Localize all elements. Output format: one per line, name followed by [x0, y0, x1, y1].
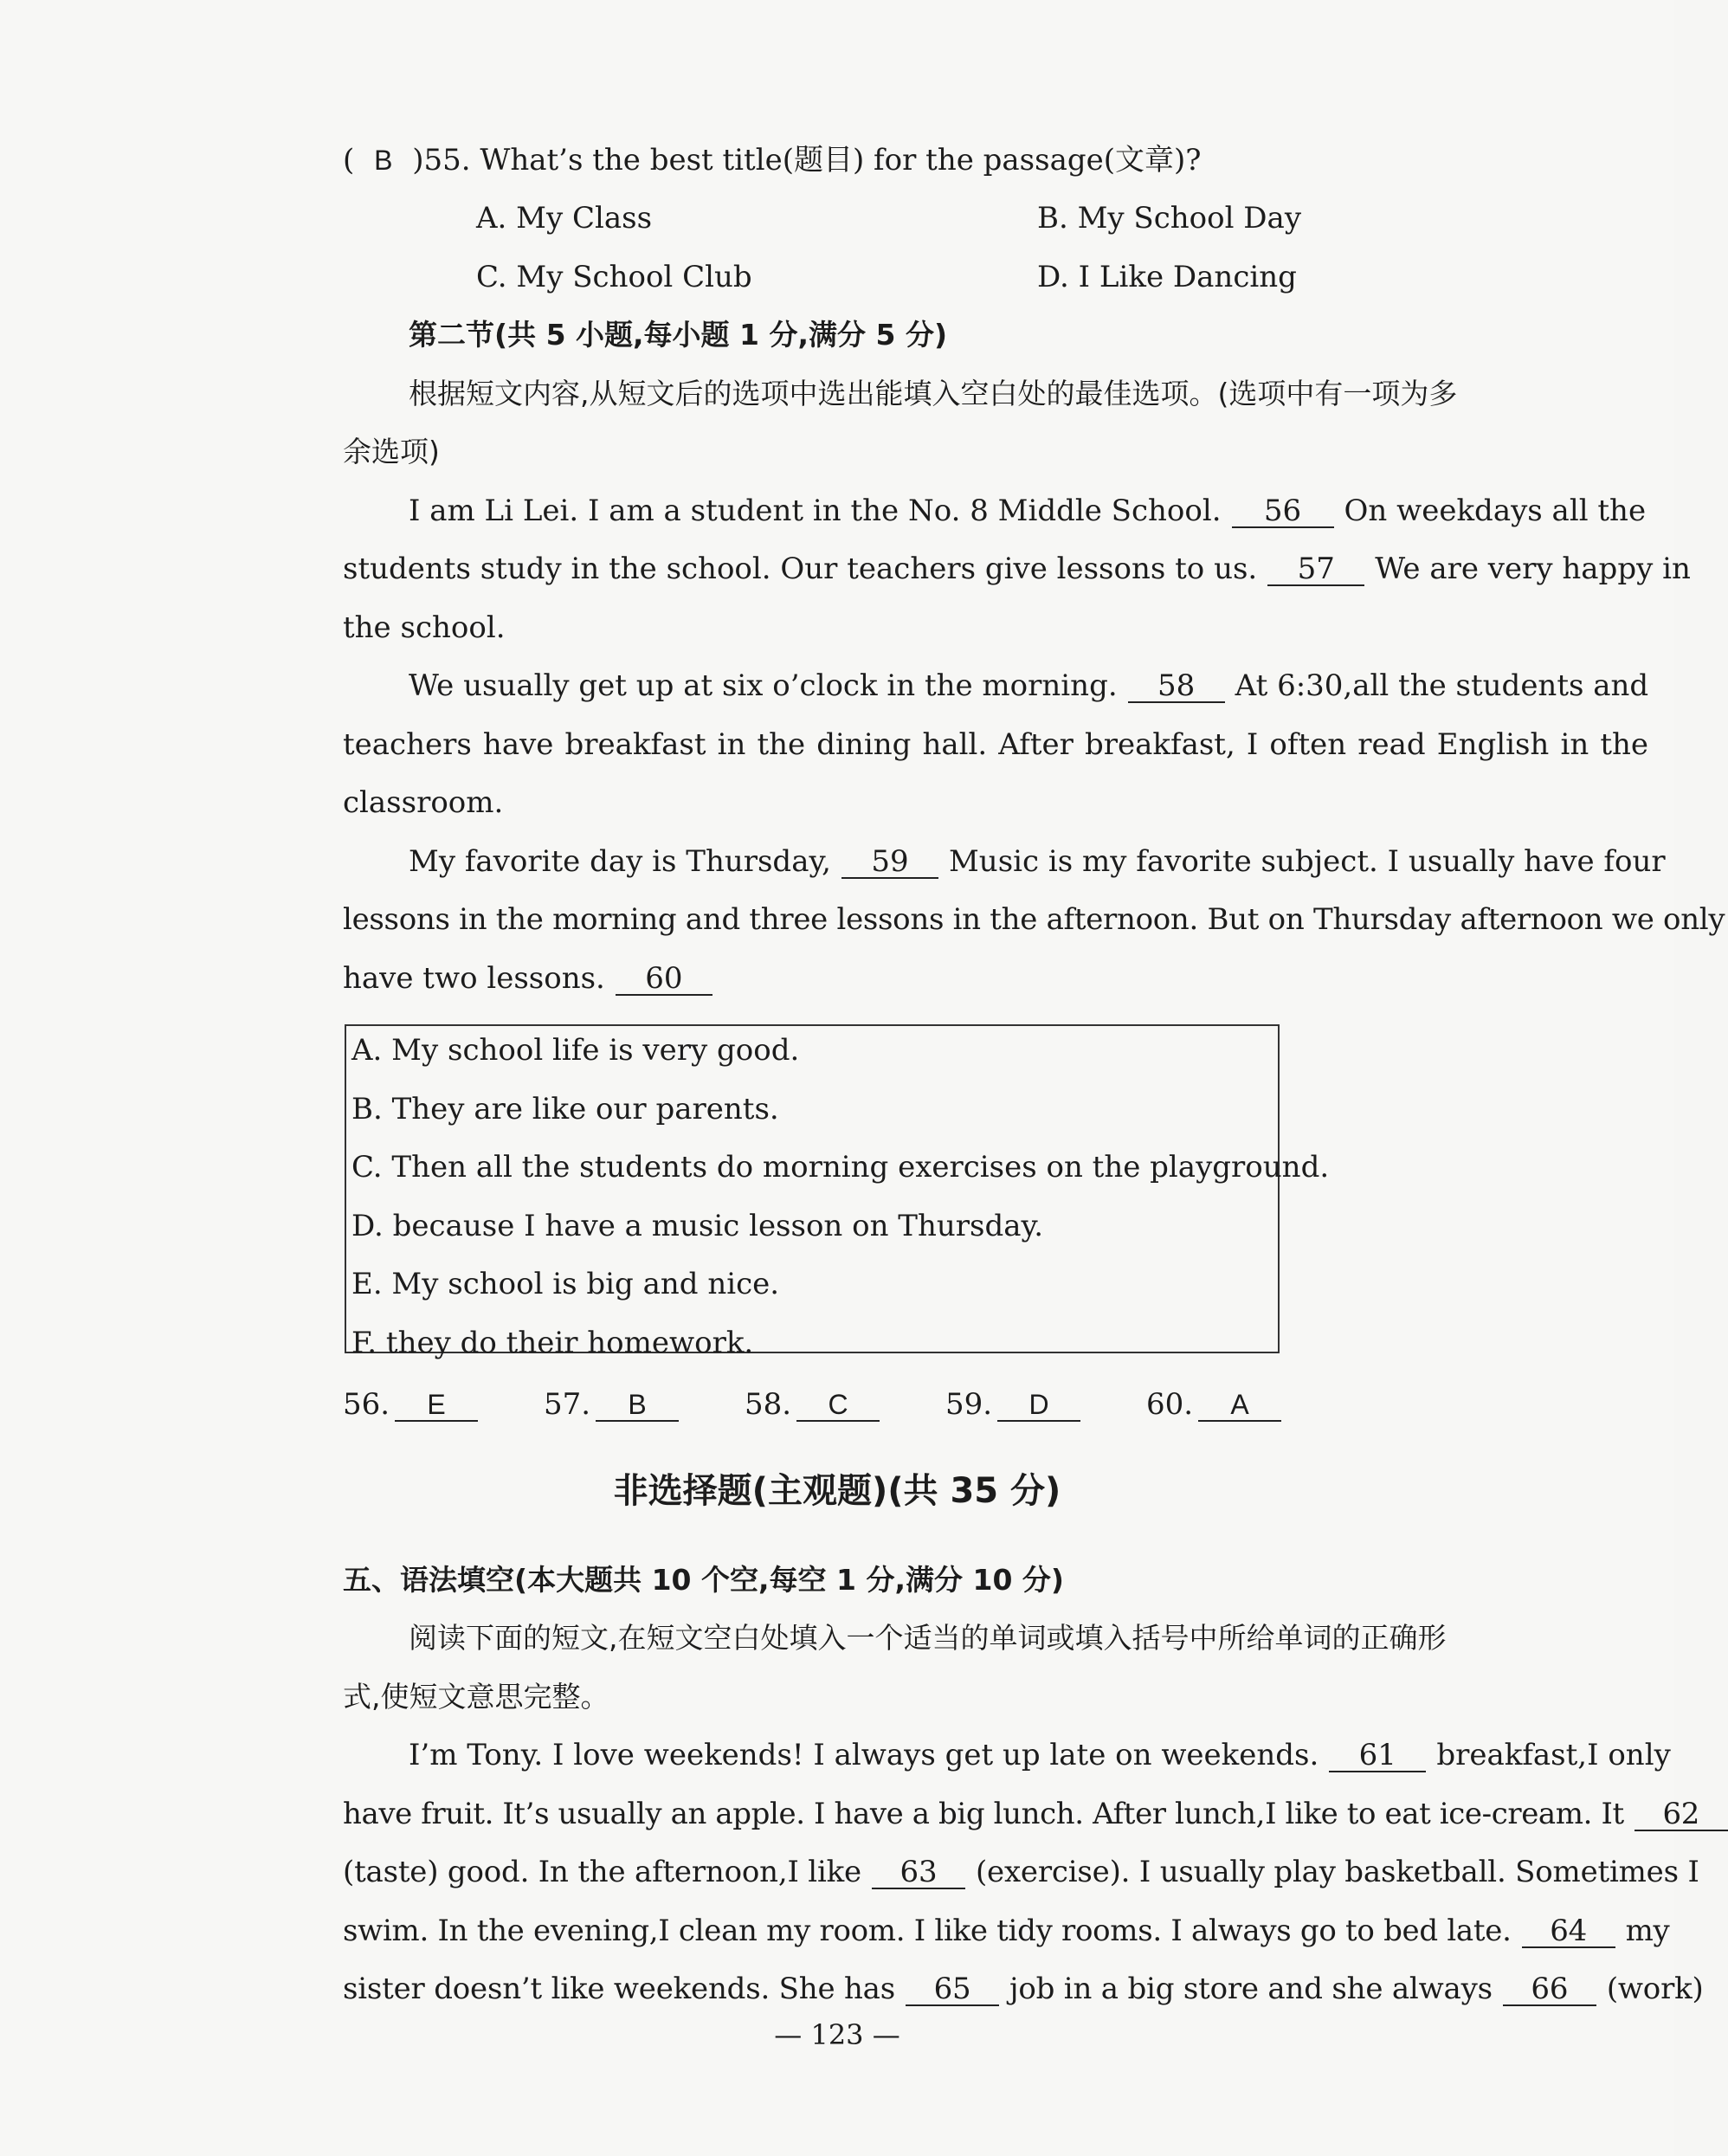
passage1-line: teachers have breakfast in the dining hall. After breakfast, I often read English in the: [343, 727, 1648, 762]
answer-57: 57. B: [544, 1387, 689, 1422]
blank-56: 56: [1232, 495, 1334, 528]
section2-instruction-cont: 余选项): [343, 435, 440, 468]
section5-instruction-cont: 式,使短文意思完整。: [343, 1680, 609, 1714]
blank-66: 66: [1503, 1973, 1596, 2006]
blank-58: 58: [1128, 670, 1225, 703]
passage1-line: My favorite day is Thursday, 59 Music is my favorite subject. I usually have four: [409, 844, 1666, 879]
answer-60: 60. A: [1146, 1387, 1292, 1422]
answer-56: 56. E: [343, 1387, 488, 1422]
option-item: B. They are like our parents.: [351, 1092, 779, 1126]
option-55-d: D. I Like Dancing: [1037, 260, 1297, 294]
part-title: 非选择题(主观题)(共 35 分): [613, 1471, 1061, 1511]
option-item: D. because I have a music lesson on Thursday.: [351, 1209, 1044, 1243]
option-55-c: C. My School Club: [476, 260, 752, 294]
passage2-line: (taste) good. In the afternoon,I like 63 (exercise). I usually play basketball. Sometimes I: [343, 1855, 1699, 1889]
passage1-line: students study in the school. Our teachers give lessons to us. 57 We are very happy in: [343, 552, 1691, 586]
passage1-line: lessons in the morning and three lessons in the afternoon. But on Thursday afternoon we only: [343, 902, 1725, 937]
answer-59: 59. D: [945, 1387, 1091, 1422]
option-item: E. My school is big and nice.: [351, 1267, 780, 1301]
blank-61: 61: [1329, 1740, 1426, 1772]
passage1-line: classroom.: [343, 785, 504, 820]
blank-63: 63: [872, 1856, 965, 1889]
passage1-line: have two lessons. 60: [343, 961, 1648, 996]
options-box: [345, 1024, 1330, 1360]
passage1-line: the school.: [343, 610, 506, 645]
passage2-line: swim. In the evening,I clean my room. I like tidy rooms. I always go to bed late. 64 my: [343, 1914, 1670, 1948]
blank-57: 57: [1267, 553, 1364, 586]
section5-instruction: 阅读下面的短文,在短文空白处填入一个适当的单词或填入括号中所给单词的正确形: [409, 1621, 1447, 1655]
option-55-b: B. My School Day: [1037, 201, 1302, 236]
section5-heading: 五、语法填空(本大题共 10 个空,每空 1 分,满分 10 分): [343, 1563, 1064, 1597]
option-item: C. Then all the students do morning exercises on the playground.: [351, 1150, 1330, 1185]
passage2-line: sister doesn’t like weekends. She has 65 job in a big store and she always 66 (work): [343, 1972, 1704, 2006]
blank-65: 65: [906, 1973, 999, 2006]
answer-55: B: [374, 145, 393, 176]
blank-59: 59: [841, 846, 938, 879]
blank-62: 62: [1635, 1798, 1728, 1831]
blank-60: 60: [616, 963, 712, 996]
section2-instruction: 根据短文内容,从短文后的选项中选出能填入空白处的最佳选项。(选项中有一项为多: [409, 377, 1458, 410]
option-55-a: A. My Class: [476, 201, 653, 236]
blank-64: 64: [1522, 1915, 1615, 1948]
option-item: F. they do their homework.: [351, 1326, 754, 1360]
option-item: A. My school life is very good.: [351, 1033, 800, 1068]
passage2-line: have fruit. It’s usually an apple. I have a big lunch. After lunch,I like to eat ice-cream. It 62: [343, 1797, 1648, 1831]
question-55: ( B )55. What’s the best title(题目) for the passage(文章)?: [343, 143, 1202, 178]
passage1-line: We usually get up at six o’clock in the morning. 58 At 6:30,all the students and: [409, 668, 1649, 703]
section2-heading: 第二节(共 5 小题,每小题 1 分,满分 5 分): [409, 318, 948, 352]
passage1-line: I am Li Lei. I am a student in the No. 8 Middle School. 56 On weekdays all the: [409, 494, 1647, 528]
answer-58: 58. C: [745, 1387, 890, 1422]
page-number: — 123 —: [774, 2018, 900, 2051]
passage2-line: I’m Tony. I love weekends! I always get up late on weekends. 61 breakfast,I only: [409, 1738, 1671, 1772]
